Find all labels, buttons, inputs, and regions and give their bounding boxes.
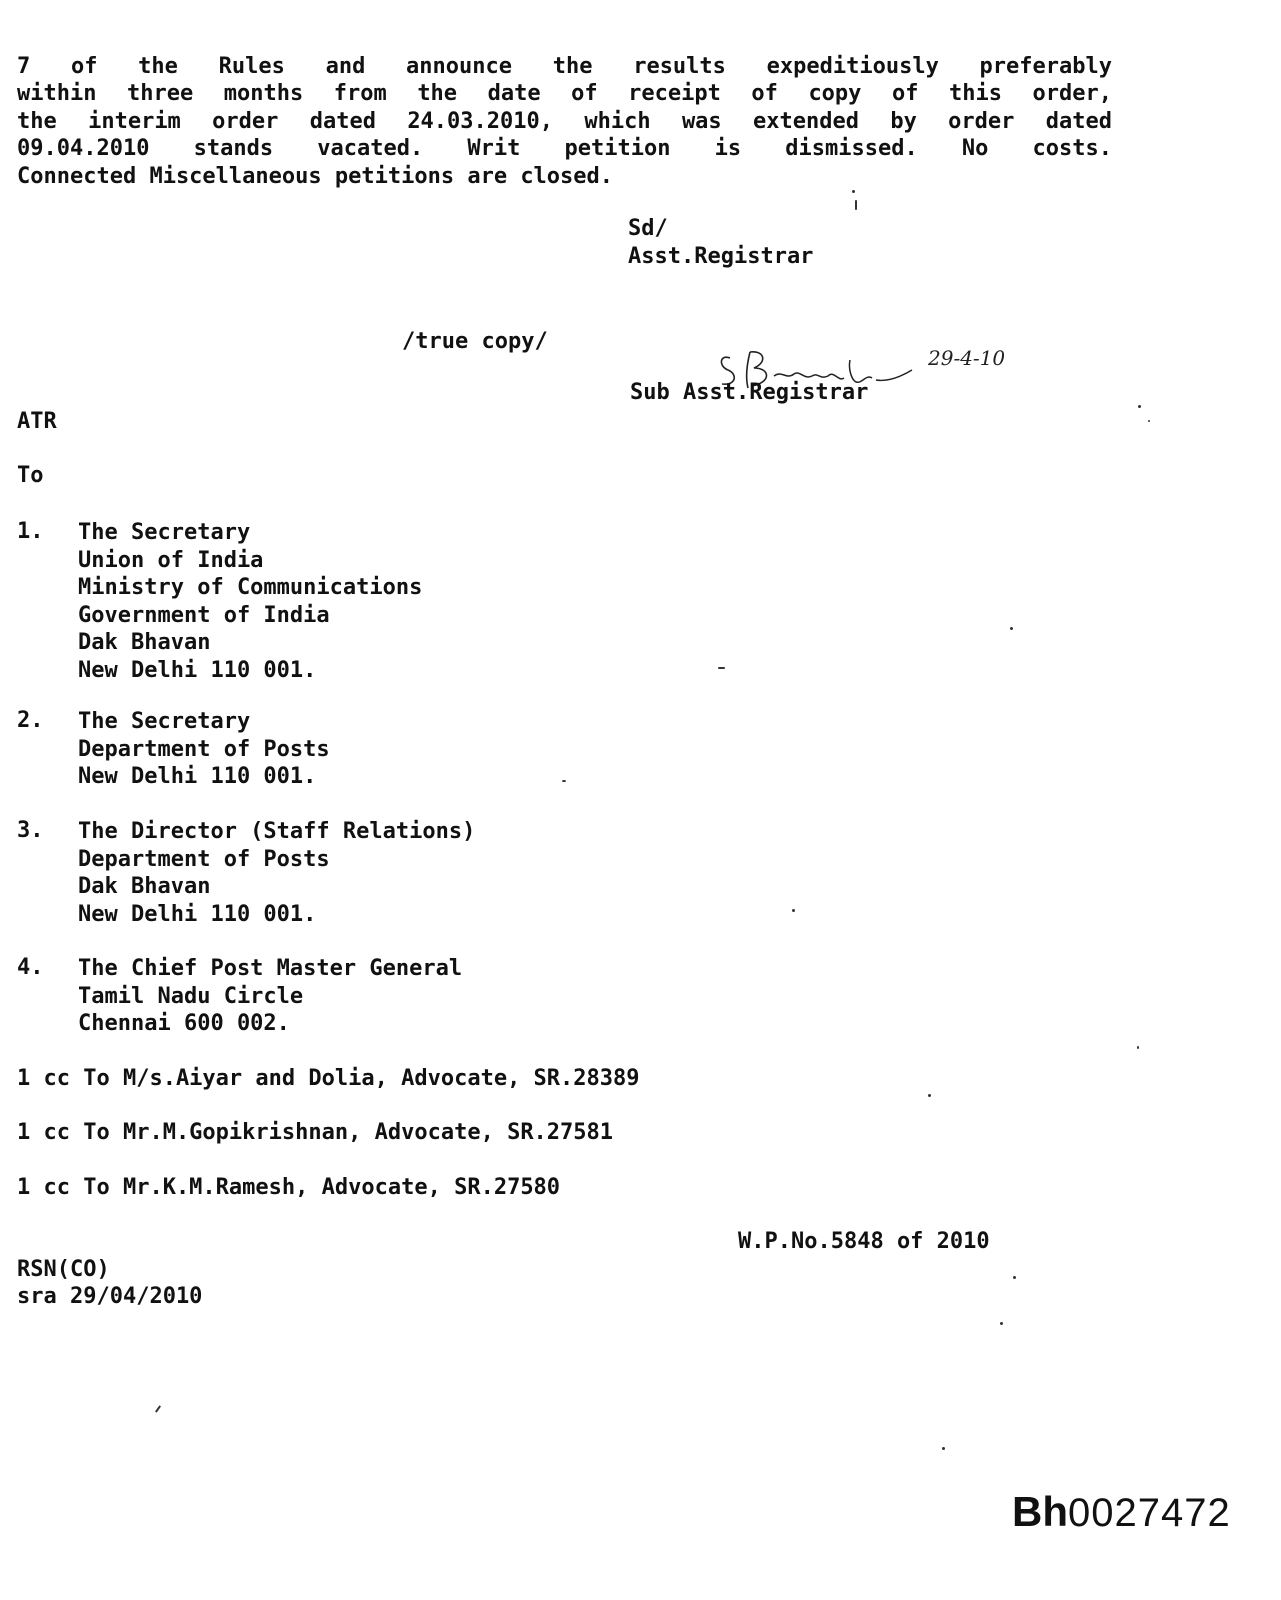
- atr-label: ATR: [17, 409, 57, 434]
- scan-speck: [718, 667, 725, 669]
- address-line: Chennai 600 002.: [78, 1011, 290, 1036]
- recipient-address: [78, 818, 475, 928]
- paragraph-line: Connected Miscellaneous petitions are closed.: [17, 163, 614, 189]
- paragraph-line: within three months from the date of receipt of copy of this order,: [17, 81, 1112, 107]
- address-line: New Delhi 110 001.: [78, 764, 317, 789]
- recipient-address: [78, 708, 330, 791]
- true-copy-label: /true copy/: [402, 329, 548, 354]
- sra-reference: sra 29/04/2010: [17, 1284, 203, 1309]
- address-line: The Chief Post Master General: [78, 956, 463, 981]
- address-line: New Delhi 110 001.: [78, 657, 317, 683]
- serial-stamp: [1012, 1488, 1231, 1536]
- paragraph-line: the interim order dated 24.03.2010, which was extended by order dated: [17, 108, 1112, 134]
- scan-speck: [1013, 1276, 1016, 1279]
- cc-line: 1 cc To Mr.K.M.Ramesh, Advocate, SR.27580: [17, 1175, 561, 1200]
- scan-speck: [1010, 627, 1013, 630]
- signature-date-handwritten: 29-4-10: [928, 346, 1006, 370]
- address-line: The Secretary: [78, 709, 251, 734]
- scan-speck: [1148, 420, 1150, 422]
- paragraph-line: 09.04.2010 stands vacated. Writ petition is dismissed. No costs.: [17, 136, 1112, 162]
- address-line: Tamil Nadu Circle: [78, 983, 304, 1009]
- address-line: Union of India: [78, 547, 264, 573]
- address-line: Ministry of Communications: [78, 575, 423, 600]
- sd-mark: Sd/: [628, 216, 668, 241]
- rsn-reference: RSN(CO): [17, 1257, 110, 1282]
- address-line: Dak Bhavan: [78, 874, 211, 899]
- recipient-address: [78, 519, 422, 684]
- scan-speck: [928, 1094, 931, 1097]
- recipient-number: 1.: [17, 519, 44, 544]
- address-line: The Director (Staff Relations): [78, 819, 476, 844]
- serial-prefix: Bh: [1012, 1488, 1068, 1535]
- to-label: To: [17, 463, 44, 488]
- scan-speck: [855, 200, 857, 210]
- scan-speck: [155, 1405, 161, 1413]
- address-line: The Secretary: [78, 520, 251, 545]
- recipient-number: 2.: [17, 708, 44, 733]
- paragraph-line: 7 of the Rules and announce the results expeditiously preferably: [17, 54, 1112, 79]
- scan-speck: [792, 909, 795, 912]
- case-number: W.P.No.5848 of 2010: [738, 1229, 990, 1254]
- scan-speck: [852, 190, 855, 193]
- scan-speck: [562, 780, 566, 782]
- recipient-number: 3.: [17, 818, 44, 843]
- serial-number: 0027472: [1068, 1491, 1231, 1535]
- address-line: Dak Bhavan: [78, 630, 211, 655]
- address-line: New Delhi 110 001.: [78, 901, 317, 927]
- address-line: Department of Posts: [78, 736, 330, 762]
- scan-speck: [1000, 1322, 1003, 1325]
- order-paragraph: [17, 53, 1112, 190]
- address-line: Department of Posts: [78, 846, 330, 872]
- scan-speck: [1137, 1046, 1139, 1049]
- sub-asst-registrar-title: Sub Asst.Registrar: [630, 380, 869, 405]
- scan-speck: [1138, 405, 1141, 408]
- address-line: Government of India: [78, 602, 330, 628]
- cc-line: 1 cc To Mr.M.Gopikrishnan, Advocate, SR.27581: [17, 1120, 614, 1145]
- asst-registrar-title: Asst.Registrar: [628, 244, 814, 269]
- recipient-number: 4.: [17, 955, 44, 980]
- scan-speck: [942, 1447, 945, 1450]
- cc-line: 1 cc To M/s.Aiyar and Dolia, Advocate, SR.28389: [17, 1066, 640, 1091]
- recipient-address: [78, 955, 462, 1038]
